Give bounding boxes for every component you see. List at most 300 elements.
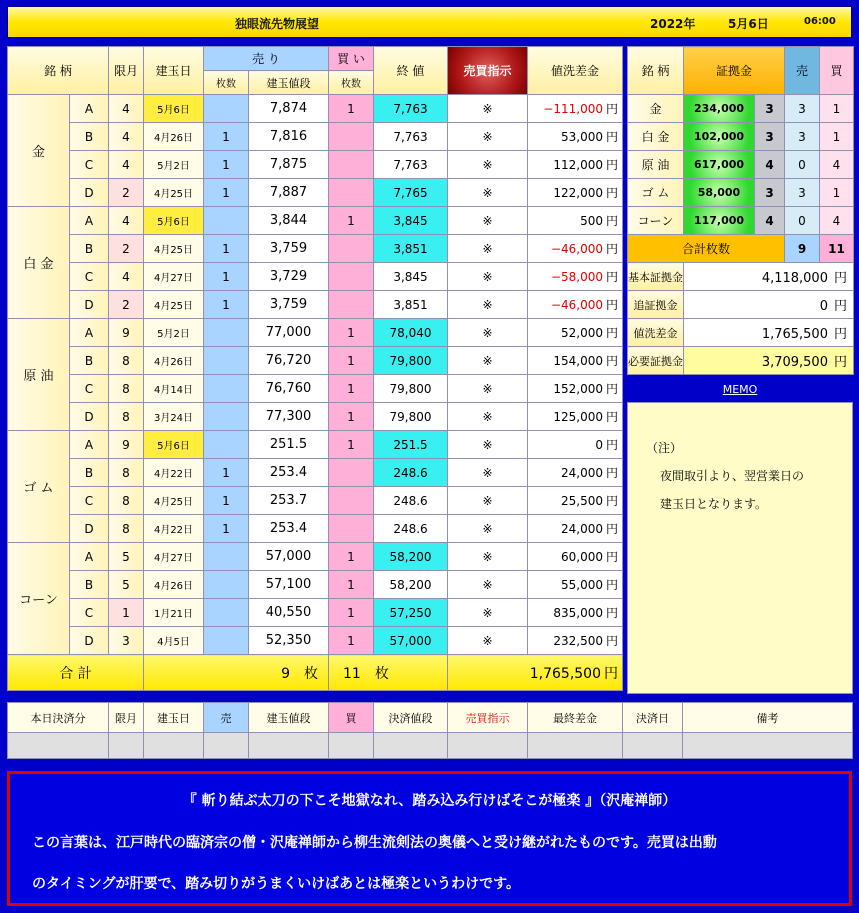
summary-amount: 0 [819, 299, 828, 314]
open-price: 7,874 [249, 95, 329, 123]
trade-signal[interactable]: ※ [448, 431, 528, 459]
mark-to-market-diff [528, 123, 623, 151]
trade-signal[interactable]: ※ [448, 403, 528, 431]
close-price: 57,250 [374, 599, 448, 627]
contract-month: 4 [109, 263, 144, 291]
settle-cell[interactable] [329, 733, 374, 759]
summary-amount: 1,765,500 [761, 327, 828, 342]
margin-amount: 58,000 [684, 179, 755, 207]
yen-unit: 円 [605, 354, 618, 368]
margin-row [628, 151, 854, 179]
trade-signal[interactable]: ※ [448, 235, 528, 263]
contract-month: 8 [109, 347, 144, 375]
contract-month: 9 [109, 431, 144, 459]
total-buy [329, 655, 448, 691]
settle-header-buy: 買 [329, 703, 374, 733]
open-price: 77,000 [249, 319, 329, 347]
col-header-month: 限月 [109, 47, 144, 95]
col-header-close: 終 値 [374, 47, 448, 95]
trade-signal[interactable]: ※ [448, 347, 528, 375]
header-date: 5月6日 [728, 17, 769, 31]
mark-to-market-diff [528, 403, 623, 431]
total-sell [144, 655, 329, 691]
trade-signal[interactable]: ※ [448, 515, 528, 543]
settle-header-open-date: 建玉日 [144, 703, 204, 733]
total-label: 合 計 [8, 655, 144, 691]
mark-to-market-diff [528, 375, 623, 403]
yen-unit: 円 [604, 665, 618, 682]
margin-sell: 0 [785, 151, 820, 179]
total-sell-unit: 枚 [304, 665, 318, 682]
settle-cell[interactable] [249, 733, 329, 759]
yen-unit: 円 [605, 242, 618, 256]
mark-to-market-diff [528, 515, 623, 543]
settle-header-settle-date: 決済日 [623, 703, 683, 733]
yen-unit: 円 [605, 550, 618, 564]
position-slot: B [70, 235, 109, 263]
contract-month: 4 [109, 151, 144, 179]
sell-count[interactable] [204, 599, 249, 627]
buy-count[interactable]: 1 [329, 207, 374, 235]
margin-total-row [628, 235, 854, 263]
close-price: 79,800 [374, 375, 448, 403]
position-row[interactable] [8, 431, 623, 459]
contract-month: 2 [109, 235, 144, 263]
sell-count[interactable] [204, 431, 249, 459]
close-price: 248.6 [374, 487, 448, 515]
position-row[interactable] [8, 571, 623, 599]
open-date: 5月6日 [144, 431, 204, 459]
close-price: 57,000 [374, 627, 448, 655]
sell-count[interactable] [204, 571, 249, 599]
sell-count[interactable]: 1 [204, 263, 249, 291]
position-slot: A [70, 431, 109, 459]
close-price: 7,763 [374, 95, 448, 123]
mark-to-market-diff [528, 263, 623, 291]
open-date: 4月26日 [144, 571, 204, 599]
margin-count: 4 [755, 151, 785, 179]
settle-cell[interactable] [374, 733, 448, 759]
close-price: 3,845 [374, 207, 448, 235]
yen-unit: 円 [605, 494, 618, 508]
buy-count[interactable]: 1 [329, 95, 374, 123]
position-slot: C [70, 375, 109, 403]
sell-count[interactable] [204, 207, 249, 235]
buy-count[interactable] [329, 263, 374, 291]
commodity-name: 金 [8, 95, 70, 207]
total-count-label: 合計枚数 [628, 235, 785, 263]
yen-unit: 円 [605, 102, 618, 116]
diff-value: −58,000 [550, 270, 603, 284]
open-price: 7,816 [249, 123, 329, 151]
margin-commodity: 金 [628, 95, 684, 123]
total-sell-count: 9 [281, 665, 290, 682]
mark-to-market-diff [528, 599, 623, 627]
summary-amount: 4,118,000 [761, 271, 828, 286]
yen-unit: 円 [605, 270, 618, 284]
position-slot: D [70, 403, 109, 431]
yen-unit: 円 [833, 271, 847, 286]
trade-signal[interactable]: ※ [448, 543, 528, 571]
sell-count[interactable] [204, 403, 249, 431]
memo-note-line1: 夜間取引より、翌営業日の [660, 469, 805, 483]
trade-signal[interactable]: ※ [448, 95, 528, 123]
position-row[interactable] [8, 123, 623, 151]
open-date: 4月25日 [144, 487, 204, 515]
diff-value: 60,000 [560, 550, 603, 564]
sell-count[interactable] [204, 543, 249, 571]
total-buy-unit: 枚 [374, 665, 389, 682]
settle-cell[interactable] [144, 733, 204, 759]
contract-month: 3 [109, 627, 144, 655]
summary-label: 基本証拠金 [628, 263, 684, 291]
open-price: 77,300 [249, 403, 329, 431]
position-row[interactable] [8, 627, 623, 655]
position-row[interactable] [8, 375, 623, 403]
summary-label: 追証拠金 [628, 291, 684, 319]
diff-value: 232,500 [553, 634, 603, 648]
trade-signal[interactable]: ※ [448, 207, 528, 235]
diff-value: 835,000 [553, 606, 603, 620]
close-price: 3,851 [374, 291, 448, 319]
buy-count[interactable] [329, 179, 374, 207]
margin-buy: 1 [820, 123, 854, 151]
position-row[interactable] [8, 235, 623, 263]
contract-month: 8 [109, 487, 144, 515]
mark-to-market-diff [528, 319, 623, 347]
trade-signal[interactable]: ※ [448, 179, 528, 207]
yen-unit: 円 [605, 130, 618, 144]
margin-summary-row [628, 347, 854, 375]
contract-month: 8 [109, 459, 144, 487]
buy-count[interactable]: 1 [329, 543, 374, 571]
settle-header-remarks: 備考 [683, 703, 853, 733]
buy-count[interactable]: 1 [329, 571, 374, 599]
sell-count[interactable]: 1 [204, 179, 249, 207]
summary-label: 値洗差金 [628, 319, 684, 347]
trade-signal[interactable]: ※ [448, 319, 528, 347]
margin-sell: 3 [785, 123, 820, 151]
contract-month: 2 [109, 179, 144, 207]
position-row[interactable] [8, 487, 623, 515]
close-price: 3,845 [374, 263, 448, 291]
position-row[interactable] [8, 543, 623, 571]
open-price: 3,759 [249, 235, 329, 263]
total-buy-count: 11 [343, 665, 361, 682]
trade-signal[interactable]: ※ [448, 263, 528, 291]
sell-count[interactable] [204, 347, 249, 375]
open-date: 4月22日 [144, 459, 204, 487]
position-slot: C [70, 599, 109, 627]
buy-count[interactable] [329, 515, 374, 543]
total-count-sell: 9 [785, 235, 820, 263]
buy-count[interactable]: 1 [329, 375, 374, 403]
buy-count[interactable]: 1 [329, 627, 374, 655]
settle-cell[interactable] [623, 733, 683, 759]
sell-count[interactable] [204, 627, 249, 655]
header-year: 2022年 [650, 17, 696, 31]
margin-summary-row [628, 291, 854, 319]
margin-amount: 102,000 [684, 123, 755, 151]
position-row[interactable] [8, 319, 623, 347]
settle-header-settle-price: 決済値段 [374, 703, 448, 733]
summary-value [684, 347, 854, 375]
buy-count[interactable]: 1 [329, 599, 374, 627]
position-row[interactable] [8, 151, 623, 179]
sell-count[interactable]: 1 [204, 487, 249, 515]
open-price: 253.4 [249, 459, 329, 487]
buy-count[interactable]: 1 [329, 347, 374, 375]
diff-value: 53,000 [560, 130, 603, 144]
col-header-diff: 値洗差金 [528, 47, 623, 95]
yen-unit: 円 [605, 326, 618, 340]
quote-title: 『 斬り結ぶ太刀の下こそ地獄なれ、踏み込み行けばそこが極楽 』（沢庵禅師） [182, 793, 677, 809]
open-price: 7,887 [249, 179, 329, 207]
open-date: 5月2日 [144, 151, 204, 179]
sell-count[interactable]: 1 [204, 123, 249, 151]
position-row[interactable] [8, 459, 623, 487]
position-slot: D [70, 179, 109, 207]
open-date: 1月21日 [144, 599, 204, 627]
summary-value [684, 263, 854, 291]
trade-signal[interactable]: ※ [448, 375, 528, 403]
buy-count[interactable] [329, 459, 374, 487]
buy-count[interactable]: 1 [329, 431, 374, 459]
margin-summary-row [628, 263, 854, 291]
sell-count[interactable]: 1 [204, 151, 249, 179]
settle-cell[interactable] [448, 733, 528, 759]
mark-to-market-diff [528, 235, 623, 263]
position-row[interactable] [8, 207, 623, 235]
sell-count[interactable] [204, 95, 249, 123]
buy-count[interactable] [329, 235, 374, 263]
position-row[interactable] [8, 179, 623, 207]
summary-value [684, 319, 854, 347]
mark-to-market-diff [528, 431, 623, 459]
position-slot: D [70, 627, 109, 655]
settle-header-open-price: 建玉値段 [249, 703, 329, 733]
margin-commodity: コーン [628, 207, 684, 235]
yen-unit: 円 [605, 438, 618, 452]
quote-line1: この言葉は、江戸時代の臨済宗の僧・沢庵禅師から柳生流剣法の奥儀へと受け継がれたものです。売買は出動 [32, 835, 717, 851]
diff-value: 24,000 [560, 522, 603, 536]
open-price: 251.5 [249, 431, 329, 459]
margin-summary-row [628, 319, 854, 347]
settle-cell[interactable] [528, 733, 623, 759]
yen-unit: 円 [833, 299, 847, 314]
margin-table [627, 46, 854, 375]
col-header-open-price: 建玉値段 [249, 71, 329, 95]
yen-unit: 円 [605, 298, 618, 312]
trade-signal[interactable]: ※ [448, 151, 528, 179]
trade-signal[interactable]: ※ [448, 459, 528, 487]
close-price: 7,763 [374, 151, 448, 179]
buy-count[interactable] [329, 291, 374, 319]
position-slot: C [70, 151, 109, 179]
trade-signal[interactable]: ※ [448, 487, 528, 515]
margin-buy: 4 [820, 207, 854, 235]
buy-count[interactable] [329, 123, 374, 151]
margin-sell: 3 [785, 95, 820, 123]
trade-signal[interactable]: ※ [448, 627, 528, 655]
close-price: 248.6 [374, 515, 448, 543]
trade-signal[interactable]: ※ [448, 571, 528, 599]
settle-cell[interactable] [204, 733, 249, 759]
margin-count: 3 [755, 123, 785, 151]
settle-header-signal: 売買指示 [448, 703, 528, 733]
position-slot: A [70, 543, 109, 571]
open-price: 253.7 [249, 487, 329, 515]
mark-to-market-diff [528, 543, 623, 571]
yen-unit: 円 [605, 214, 618, 228]
mark-to-market-diff [528, 347, 623, 375]
open-price: 52,350 [249, 627, 329, 655]
position-row[interactable] [8, 95, 623, 123]
close-price: 79,800 [374, 403, 448, 431]
settlement-table [7, 702, 853, 759]
position-slot: B [70, 459, 109, 487]
close-price: 78,040 [374, 319, 448, 347]
sell-count[interactable] [204, 375, 249, 403]
open-date: 4月27日 [144, 263, 204, 291]
diff-value: 112,000 [553, 158, 603, 172]
commodity-name: コーン [8, 543, 70, 655]
margin-header-buy: 買 [820, 47, 854, 95]
buy-count[interactable] [329, 487, 374, 515]
diff-value: 154,000 [553, 354, 603, 368]
yen-unit: 円 [605, 158, 618, 172]
margin-buy: 4 [820, 151, 854, 179]
trade-signal[interactable]: ※ [448, 291, 528, 319]
position-slot: C [70, 263, 109, 291]
commodity-name: ゴ ム [8, 431, 70, 543]
yen-unit: 円 [833, 355, 847, 370]
contract-month: 9 [109, 319, 144, 347]
sell-count[interactable]: 1 [204, 515, 249, 543]
mark-to-market-diff [528, 151, 623, 179]
settle-cell[interactable] [8, 733, 109, 759]
margin-header-margin: 証拠金 [684, 47, 785, 95]
margin-row [628, 95, 854, 123]
buy-count[interactable]: 1 [329, 319, 374, 347]
contract-month: 2 [109, 291, 144, 319]
contract-month: 8 [109, 515, 144, 543]
memo-note-label: （注） [646, 441, 683, 455]
diff-value: 25,500 [560, 494, 603, 508]
positions-table [7, 46, 623, 691]
open-price: 3,729 [249, 263, 329, 291]
open-price: 57,000 [249, 543, 329, 571]
diff-value: 52,000 [560, 326, 603, 340]
diff-value: −46,000 [550, 242, 603, 256]
open-date: 5月6日 [144, 95, 204, 123]
sell-count[interactable]: 1 [204, 291, 249, 319]
total-row [8, 655, 623, 691]
col-header-name: 銘 柄 [8, 47, 109, 95]
open-date: 4月25日 [144, 235, 204, 263]
close-price: 58,200 [374, 571, 448, 599]
close-price: 248.6 [374, 459, 448, 487]
close-price: 251.5 [374, 431, 448, 459]
position-slot: D [70, 515, 109, 543]
contract-month: 1 [109, 599, 144, 627]
close-price: 7,765 [374, 179, 448, 207]
open-price: 253.4 [249, 515, 329, 543]
contract-month: 8 [109, 375, 144, 403]
memo-box [627, 402, 853, 694]
trade-signal[interactable]: ※ [448, 599, 528, 627]
mark-to-market-diff [528, 291, 623, 319]
contract-month: 5 [109, 571, 144, 599]
position-row[interactable] [8, 403, 623, 431]
open-date: 5月6日 [144, 207, 204, 235]
open-date: 4月25日 [144, 291, 204, 319]
position-row[interactable] [8, 347, 623, 375]
position-row[interactable] [8, 263, 623, 291]
mark-to-market-diff [528, 487, 623, 515]
trade-signal[interactable]: ※ [448, 123, 528, 151]
open-price: 76,720 [249, 347, 329, 375]
col-header-buy: 買 い [329, 47, 374, 71]
col-header-signal[interactable]: 売買指示 [448, 47, 528, 95]
settle-cell[interactable] [109, 733, 144, 759]
total-count-buy: 11 [820, 235, 854, 263]
buy-count[interactable]: 1 [329, 403, 374, 431]
col-header-open-date: 建玉日 [144, 47, 204, 95]
contract-month: 4 [109, 123, 144, 151]
margin-commodity: 原 油 [628, 151, 684, 179]
contract-month: 5 [109, 543, 144, 571]
margin-commodity: ゴ ム [628, 179, 684, 207]
margin-count: 3 [755, 179, 785, 207]
diff-value: 55,000 [560, 578, 603, 592]
position-row[interactable] [8, 291, 623, 319]
memo-link[interactable]: MEMO [722, 383, 758, 396]
close-price: 79,800 [374, 347, 448, 375]
position-slot: D [70, 291, 109, 319]
summary-value [684, 291, 854, 319]
position-row[interactable] [8, 599, 623, 627]
close-price: 7,763 [374, 123, 448, 151]
open-price: 7,875 [249, 151, 329, 179]
sell-count[interactable] [204, 319, 249, 347]
open-price: 3,759 [249, 291, 329, 319]
diff-value: 500 [580, 214, 603, 228]
quote-line2: のタイミングが肝要で、踏み切りがうまくいけばあとは極楽というわけです。 [32, 876, 521, 892]
margin-amount: 117,000 [684, 207, 755, 235]
margin-buy: 1 [820, 95, 854, 123]
position-row[interactable] [8, 515, 623, 543]
settle-cell[interactable] [683, 733, 853, 759]
col-header-sell: 売 り [204, 47, 329, 71]
margin-row [628, 123, 854, 151]
buy-count[interactable] [329, 151, 374, 179]
open-date: 4月26日 [144, 123, 204, 151]
yen-unit: 円 [605, 466, 618, 480]
col-header-sell-count: 枚数 [204, 71, 249, 95]
open-date: 4月14日 [144, 375, 204, 403]
margin-sell: 0 [785, 207, 820, 235]
sell-count[interactable]: 1 [204, 235, 249, 263]
sell-count[interactable]: 1 [204, 459, 249, 487]
yen-unit: 円 [605, 522, 618, 536]
title-bar [7, 6, 852, 38]
contract-month: 8 [109, 403, 144, 431]
margin-row [628, 179, 854, 207]
position-slot: A [70, 95, 109, 123]
diff-value: −46,000 [550, 298, 603, 312]
close-price: 58,200 [374, 543, 448, 571]
